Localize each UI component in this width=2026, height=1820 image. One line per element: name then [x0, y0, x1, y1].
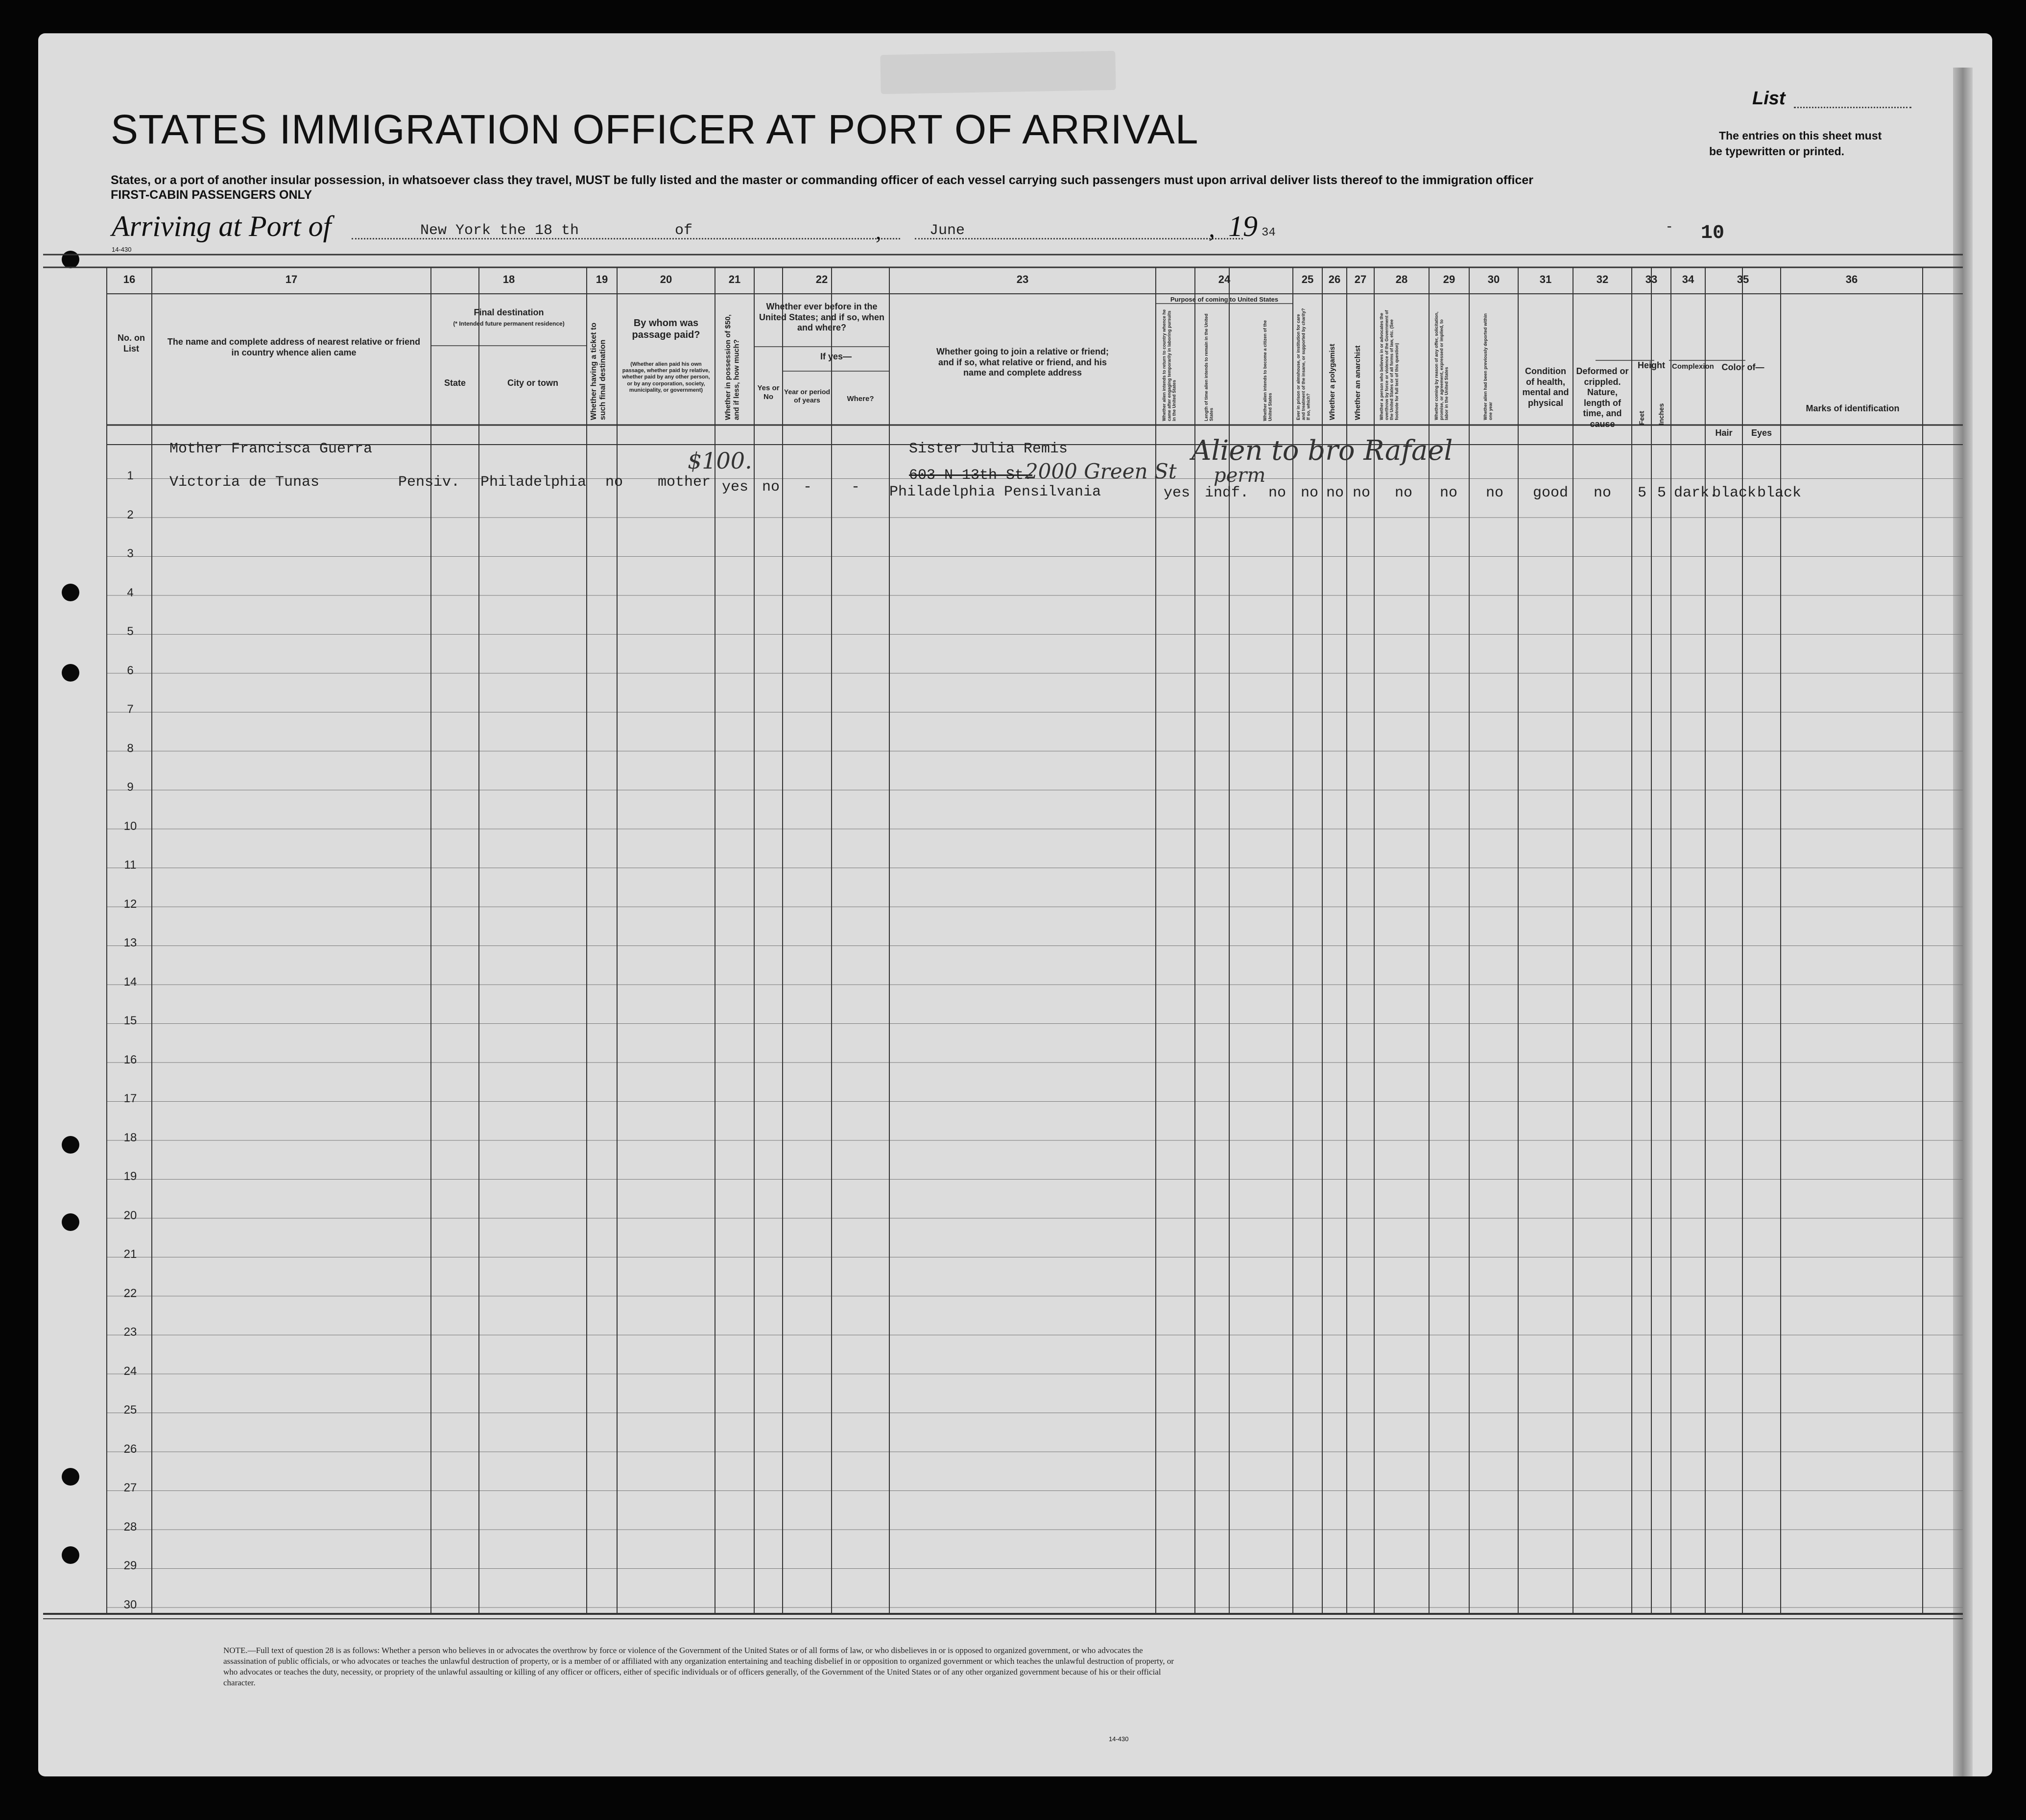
row-number: 12: [123, 897, 137, 911]
prison-value: no: [1301, 485, 1319, 501]
header-no-on-list: No. on List: [118, 333, 145, 354]
where-value: -: [851, 479, 860, 496]
header-purpose-return: Whether alien intends to return to country whence he came after engaging temporarily in laboring pursuits in the United States: [1162, 309, 1177, 421]
q29-value: no: [1440, 485, 1458, 501]
footer-form-code: 14-430: [1109, 1735, 1129, 1743]
polygamist-value: no: [1326, 485, 1344, 501]
row-number: 14: [123, 975, 137, 989]
entries-note: be typewritten or printed.: [1709, 145, 1845, 158]
relative-name: Mother Francisca Guerra: [169, 441, 373, 457]
subtitle-line: States, or a port of another insular possession, in whatsoever class they travel, MUST be fully listed and the master or commanding officer of each vessel carrying such passengers must upon arrival deliver lists thereof to the immigration officer: [111, 173, 1533, 187]
complexion-value: dark.: [1674, 485, 1718, 501]
header-join-relative: Whether going to join a relative or friend; and if so, what relative or friend, and his name and complete address: [936, 347, 1109, 378]
dest-city: Philadelphia: [480, 474, 587, 491]
header-q29: Whether coming by reason of any offer, solicitation, promise, or agreement, expressed or implied, to labor in the United States: [1434, 311, 1449, 420]
row-number: 18: [123, 1131, 137, 1144]
row-number: 10: [123, 819, 137, 833]
arriving-label: Arriving at Port of: [112, 210, 332, 242]
row-number: 16: [123, 1053, 137, 1066]
header-passage-paid: By whom was passage paid?: [632, 318, 700, 340]
dest-state: Pensiv.: [398, 474, 460, 491]
row-number: 3: [127, 547, 134, 560]
header-q30: Whether alien had been previously deported within one year: [1483, 313, 1493, 420]
column-number: 23: [1016, 273, 1029, 285]
money-handwritten: $100.: [688, 448, 752, 474]
passage-value: mother: [658, 474, 711, 491]
header-final-destination-note: (* Intended future permanent residence): [453, 320, 565, 327]
header-year-period: Year or period of years: [784, 388, 831, 404]
row-number: 8: [127, 741, 134, 755]
column-number: 16: [123, 273, 136, 285]
column-number: 24: [1218, 273, 1231, 285]
header-polygamist: Whether a polygamist: [1328, 344, 1336, 420]
header-final-destination: Final destination: [474, 307, 544, 317]
header-ticket: Whether having a ticket to such final destination: [590, 322, 607, 420]
row-number: 29: [123, 1559, 137, 1572]
dash-mark: -: [1667, 218, 1672, 234]
anarchist-value: no: [1353, 485, 1371, 501]
header-inches: Inches: [1657, 403, 1665, 425]
row-number: 7: [127, 703, 134, 716]
column-number: 34: [1682, 273, 1694, 285]
port-value: New York the 18 th: [420, 222, 579, 239]
row-number: 15: [123, 1014, 137, 1027]
row-number: 30: [123, 1598, 137, 1611]
header-prison: Ever in prison or almshouse, or institution for care and treatment of the insane, or supported by charity? If so, which?: [1296, 308, 1311, 420]
feet-value: 5: [1638, 485, 1647, 501]
list-label: List: [1752, 88, 1786, 109]
deformed-value: no: [1594, 485, 1612, 501]
row-number: 2: [127, 508, 134, 521]
manifest-sheet: [38, 33, 1992, 1776]
month-value: June: [930, 222, 965, 239]
hair-value: black: [1712, 485, 1757, 501]
join-name: Sister Julia Remis: [909, 441, 1068, 457]
ticket-value: no: [605, 474, 623, 491]
header-purpose: Purpose of coming to United States: [1170, 296, 1279, 303]
header-height: Height: [1638, 360, 1665, 370]
header-complexion: Complexion: [1672, 362, 1714, 371]
header-purpose-citizen: Whether alien intends to become a citizen of the United States: [1263, 320, 1273, 421]
row-number: 9: [127, 780, 134, 794]
column-number: 27: [1354, 273, 1367, 285]
row-number: 25: [123, 1403, 137, 1417]
column-number: 26: [1328, 273, 1341, 285]
column-number: 30: [1487, 273, 1500, 285]
header-color-of: Color of—: [1721, 362, 1764, 372]
return-intent-value: yes: [1164, 485, 1191, 501]
header-purpose-length: Length of time alien intends to remain in the United States: [1204, 313, 1214, 421]
page-title: STATES IMMIGRATION OFFICER AT PORT OF ARRIVAL: [111, 106, 1199, 152]
year-prefix: 19: [1228, 210, 1258, 242]
header-where: Where?: [847, 395, 874, 403]
column-number: 20: [660, 273, 672, 285]
form-code: 14-430: [112, 246, 132, 253]
row-number: 28: [123, 1520, 137, 1534]
handwritten-annotation: Alien to bro Rafael: [1192, 435, 1453, 467]
column-number: 32: [1596, 273, 1609, 285]
join-city: Philadelphia Pensilvania: [889, 484, 1101, 500]
header-state: State: [444, 378, 466, 388]
row-number: 21: [123, 1248, 137, 1261]
header-before-us: Whether ever before in the United States; and if so, when and where?: [759, 302, 885, 333]
health-value: good: [1533, 485, 1569, 501]
row-number: 5: [127, 625, 134, 638]
year-period-value: -: [803, 479, 812, 496]
comma-mark: ,: [876, 219, 882, 244]
column-number: 31: [1539, 273, 1552, 285]
header-anarchist: Whether an anarchist: [1354, 345, 1362, 420]
money-value: yes: [722, 479, 749, 496]
header-yes-no: Yes or No: [757, 384, 780, 401]
q30-value: no: [1486, 485, 1504, 501]
header-eyes: Eyes: [1751, 428, 1772, 438]
row-number: 11: [124, 858, 137, 872]
column-number: 17: [285, 273, 298, 285]
row-number: 26: [123, 1442, 137, 1456]
column-number: 28: [1395, 273, 1408, 285]
header-hair: Hair: [1715, 428, 1733, 438]
column-number: 22: [815, 273, 828, 285]
join-address-handwritten: 2000 Green St: [1025, 459, 1177, 483]
column-number: 18: [502, 273, 515, 285]
row-number: 23: [123, 1325, 137, 1339]
row-number: 6: [127, 663, 134, 677]
relative-town: Victoria de Tunas: [169, 474, 320, 491]
column-number: 19: [596, 273, 608, 285]
inches-value: 5: [1657, 485, 1667, 501]
entries-note: The entries on this sheet must: [1719, 129, 1882, 142]
header-health: Condition of health, mental and physical: [1522, 366, 1569, 408]
row-number: 17: [123, 1092, 137, 1105]
of-label: of: [675, 222, 693, 239]
row-number: 1: [127, 469, 134, 482]
citizen-value: no: [1268, 485, 1287, 501]
header-passage-note: (Whether alien paid his own passage, whether paid by relative, whether paid by any other person, or by any corporation, society, municipality, or government): [622, 361, 710, 393]
row-number: 22: [123, 1286, 137, 1300]
column-number: 36: [1845, 273, 1858, 285]
passenger-class: FIRST-CABIN PASSENGERS ONLY: [111, 188, 312, 202]
comma-mark: ,: [1209, 215, 1215, 243]
header-feet: Feet: [1638, 411, 1645, 425]
header-deformed: Deformed or crippled. Nature, length of time, and cause: [1576, 366, 1629, 429]
footnote-question-28: NOTE.—Full text of question 28 is as follows: Whether a person who believes in or advocates the overthrow by force or violence of the Government of the United States or of all forms of law, or who disbelieves in or is opposed to organized government, or who advocates the assassination of public officials, or who advocates or teaches the unlawful destruction of property, or is a member of or affiliated with any organization entertaining and teaching disbelief in or opposition to organized government or which teaches the unlawful destruction of property, or who advocates or teaches the duty, necessity, or propriety of the unlawful assaulting or killing of any officer or officers, either of specific individuals or of officers generally, of the Government of the United States or of any other organized government because of his or their official character.: [223, 1646, 1174, 1688]
row-number: 4: [127, 586, 134, 599]
join-address-struck: 603 N 13th St.: [909, 467, 1033, 484]
header-nearest-relative: The name and complete address of nearest relative or friend in country whence alien came: [167, 337, 421, 357]
row-number: 13: [123, 936, 137, 949]
column-number: 35: [1737, 273, 1749, 285]
handwritten-perm: perm: [1214, 464, 1266, 487]
year-suffix: 34: [1262, 226, 1276, 239]
row-number: 27: [123, 1481, 137, 1494]
column-number: 21: [728, 273, 741, 285]
header-if-yes: If yes—: [820, 352, 852, 361]
sheet-number: 10: [1701, 222, 1725, 244]
header-city: City or town: [507, 378, 558, 388]
row-number: 19: [123, 1170, 137, 1183]
column-number: 33: [1645, 273, 1658, 285]
header-money: Whether in possession of $50, and if less, how much?: [724, 314, 741, 420]
row-number: 20: [123, 1208, 137, 1222]
row-number: 24: [123, 1364, 137, 1378]
length-of-stay-value: indf.: [1205, 485, 1249, 501]
column-number: 29: [1443, 273, 1455, 285]
eyes-value: black: [1757, 485, 1802, 501]
column-number: 25: [1301, 273, 1314, 285]
header-marks: Marks of identification: [1806, 403, 1900, 413]
q28-value: no: [1395, 485, 1413, 501]
table-grid: [38, 33, 1992, 1776]
header-q28: Whether a person who believes in or advocates the overthrow by force or violence of the Government of the United States or of all forms of law, etc. (See footnote for full text of this question): [1379, 310, 1400, 420]
before-us-value: no: [762, 479, 780, 496]
